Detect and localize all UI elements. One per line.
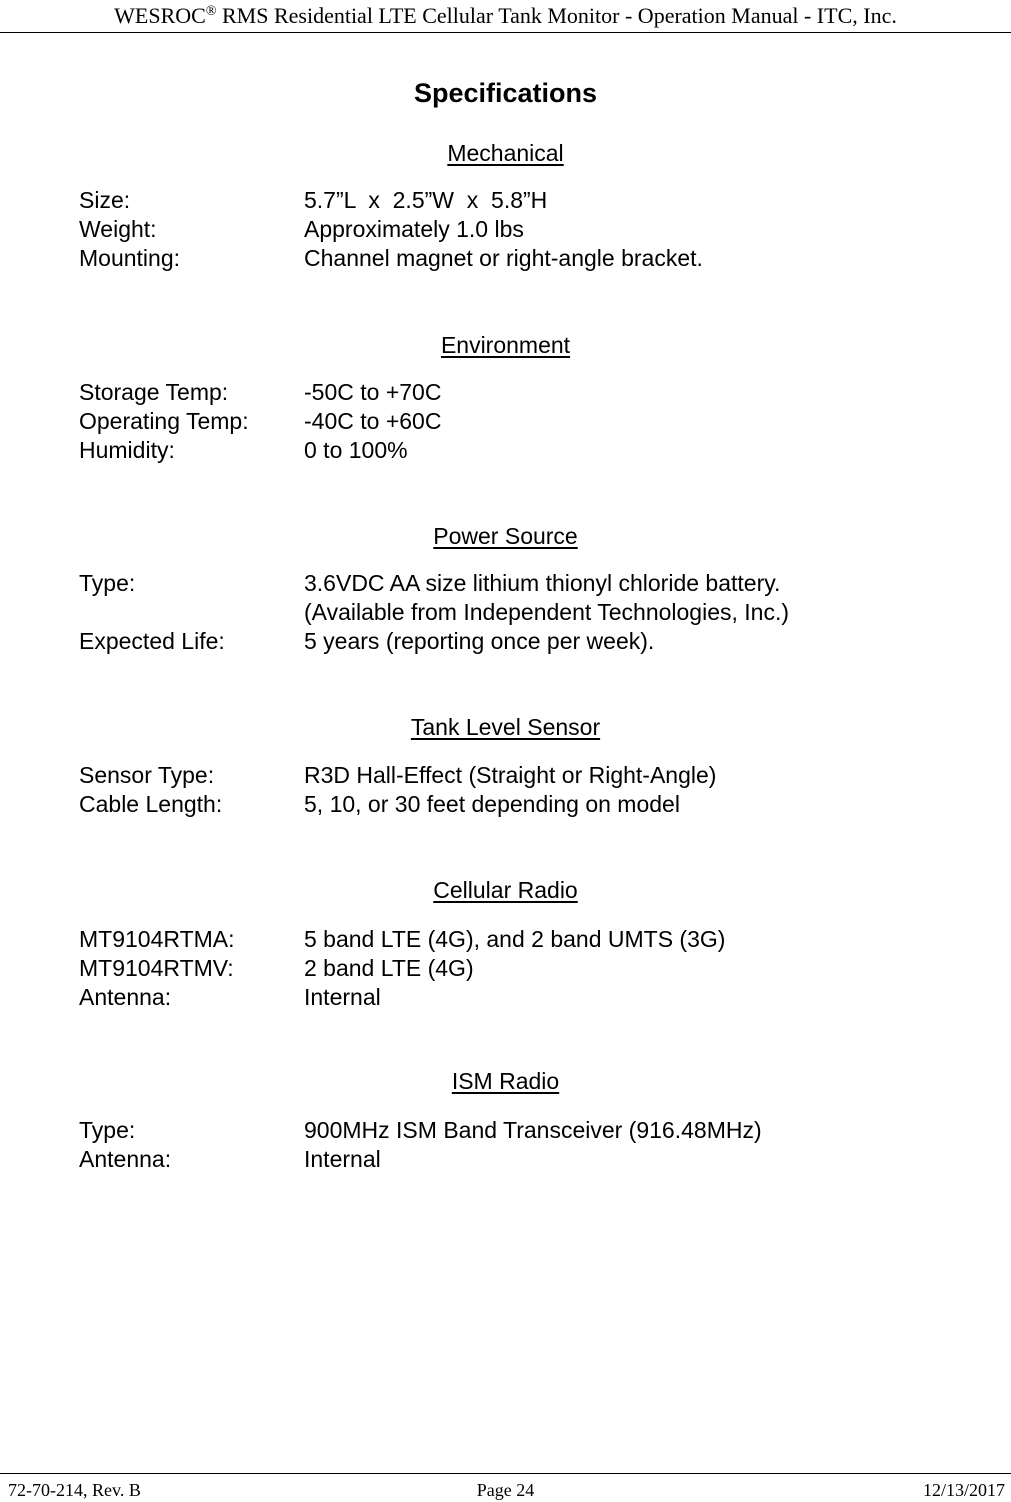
spec-row — [79, 378, 959, 407]
spec-label: Size: — [79, 187, 131, 213]
footer-date: 12/13/2017 — [922, 1480, 1005, 1500]
spec-value: Internal — [304, 1146, 381, 1172]
section-title-mechanical: Mechanical — [447, 140, 564, 166]
spec-row — [79, 954, 959, 983]
spec-value: 5.7”L x 2.5”W x 5.8”H — [304, 187, 548, 213]
spec-row — [79, 569, 959, 598]
spec-value: Channel magnet or right-angle bracket. — [304, 245, 703, 271]
spec-label: Weight: — [79, 216, 157, 242]
section-title-tank-level-sensor: Tank Level Sensor — [410, 714, 601, 740]
spec-row — [79, 215, 959, 244]
spec-row — [79, 186, 959, 215]
spec-label: Humidity: — [79, 437, 175, 463]
spec-value: 2 band LTE (4G) — [304, 955, 474, 981]
spec-label: Storage Temp: — [79, 379, 229, 405]
section-title-power-source: Power Source — [433, 523, 578, 549]
spec-row — [79, 1145, 959, 1174]
spec-label: Type: — [79, 1117, 136, 1143]
page-title: Specifications — [413, 78, 598, 108]
spec-list-cellular-radio — [79, 925, 959, 1012]
spec-label: Antenna: — [79, 984, 172, 1010]
spec-row — [79, 436, 959, 465]
spec-label: Mounting: — [79, 245, 181, 271]
footer-doc-number: 72-70-214, Rev. B — [8, 1480, 141, 1500]
header-brand: WESROC — [114, 3, 206, 28]
spec-value: -50C to +70C — [304, 379, 442, 405]
footer-page-number: Page 24 — [476, 1480, 535, 1500]
spec-value: 900MHz ISM Band Transceiver (916.48MHz) — [304, 1117, 762, 1143]
section-title-cellular-radio: Cellular Radio — [433, 877, 578, 903]
spec-value: 0 to 100% — [304, 437, 408, 463]
spec-row — [79, 983, 959, 1012]
spec-row — [79, 244, 959, 273]
spec-label: Operating Temp: — [79, 408, 249, 434]
spec-row — [79, 627, 959, 656]
page-footer — [0, 1473, 1011, 1502]
spec-row — [79, 761, 959, 790]
spec-label: Antenna: — [79, 1146, 172, 1172]
spec-label: MT9104RTMV: — [79, 955, 234, 981]
spec-value: 5 years (reporting once per week). — [304, 628, 655, 654]
spec-label: MT9104RTMA: — [79, 926, 235, 952]
spec-value: (Available from Independent Technologies, Inc.) — [304, 599, 790, 625]
spec-row — [79, 790, 959, 819]
spec-row — [79, 407, 959, 436]
spec-value: Internal — [304, 984, 381, 1010]
spec-value: -40C to +60C — [304, 408, 442, 434]
section-title-environment: Environment — [440, 332, 571, 358]
spec-list-power-source — [79, 569, 959, 656]
spec-row — [79, 598, 959, 627]
spec-list-mechanical — [79, 186, 959, 273]
header-title: RMS Residential LTE Cellular Tank Monitor - Operation Manual - ITC, Inc. — [216, 3, 897, 28]
spec-value: 5 band LTE (4G), and 2 band UMTS (3G) — [304, 926, 726, 952]
spec-list-environment — [79, 378, 959, 465]
registered-mark: ® — [205, 4, 217, 19]
spec-label: Expected Life: — [79, 628, 225, 654]
spec-value: R3D Hall-Effect (Straight or Right-Angle) — [304, 762, 717, 788]
spec-label: Sensor Type: — [79, 762, 215, 788]
spec-value: 5, 10, or 30 feet depending on model — [304, 791, 680, 817]
spec-label — [79, 598, 304, 627]
page-header — [0, 0, 1011, 33]
spec-list-ism-radio — [79, 1116, 959, 1174]
spec-label: Type: — [79, 570, 136, 596]
section-title-ism-radio: ISM Radio — [451, 1068, 560, 1094]
spec-value: Approximately 1.0 lbs — [304, 216, 524, 242]
spec-list-tank-level-sensor — [79, 761, 959, 819]
spec-row — [79, 1116, 959, 1145]
spec-label: Cable Length: — [79, 791, 223, 817]
spec-value: 3.6VDC AA size lithium thionyl chloride battery. — [304, 570, 781, 596]
spec-row — [79, 925, 959, 954]
